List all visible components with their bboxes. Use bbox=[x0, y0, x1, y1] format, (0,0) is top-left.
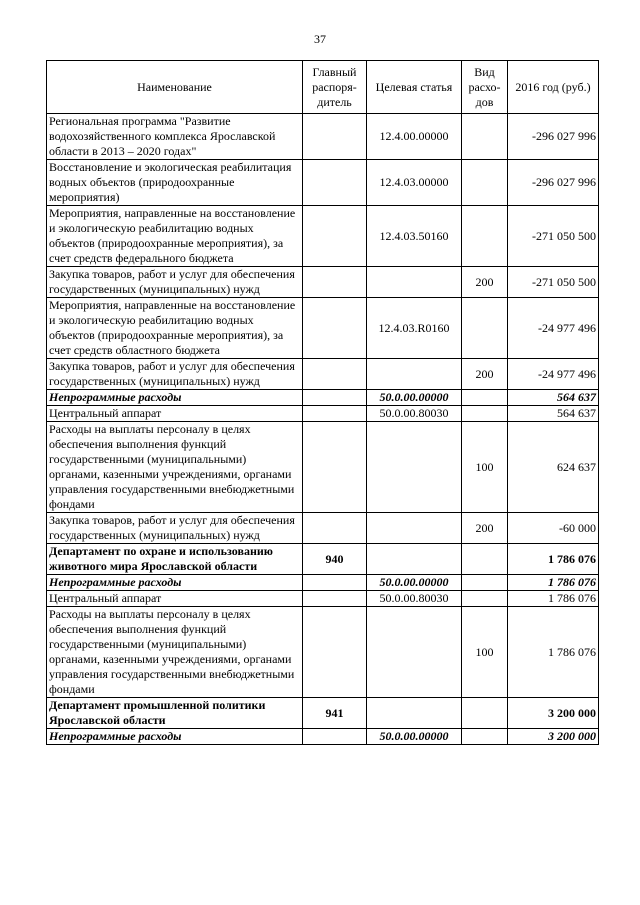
cell-amount: 3 200 000 bbox=[508, 729, 599, 745]
cell-target: 12.4.00.00000 bbox=[367, 114, 462, 160]
cell-type: 200 bbox=[462, 513, 508, 544]
cell-amount: 564 637 bbox=[508, 390, 599, 406]
table-row bbox=[47, 591, 599, 607]
cell-name: Непрограммные расходы bbox=[47, 390, 303, 406]
cell-admin bbox=[303, 160, 367, 206]
cell-type: 200 bbox=[462, 359, 508, 390]
cell-amount: 1 786 076 bbox=[508, 607, 599, 698]
cell-name: Восстановление и экологическая реабилитация водных объектов (природоохранные мероприятия) bbox=[47, 160, 303, 206]
table-row bbox=[47, 729, 599, 745]
table-row bbox=[47, 267, 599, 298]
cell-amount: -60 000 bbox=[508, 513, 599, 544]
cell-admin bbox=[303, 390, 367, 406]
cell-admin bbox=[303, 422, 367, 513]
cell-name: Закупка товаров, работ и услуг для обеспечения государственных (муниципальных) нужд bbox=[47, 267, 303, 298]
cell-name: Непрограммные расходы bbox=[47, 729, 303, 745]
cell-admin bbox=[303, 267, 367, 298]
cell-admin bbox=[303, 298, 367, 359]
cell-admin bbox=[303, 591, 367, 607]
cell-target: 12.4.03.50160 bbox=[367, 206, 462, 267]
cell-name: Расходы на выплаты персоналу в целях обеспечения выполнения функций государственными (муниципальными) органами, казенными учреждениями, органами управления государственными внебюджетными фондами bbox=[47, 422, 303, 513]
table-row bbox=[47, 513, 599, 544]
cell-name: Мероприятия, направленные на восстановление и экологическую реабилитацию водных объектов (природоохранные мероприятия), за счет средств федерального бюджета bbox=[47, 206, 303, 267]
cell-target: 50.0.00.80030 bbox=[367, 406, 462, 422]
cell-admin bbox=[303, 513, 367, 544]
table-row bbox=[47, 206, 599, 267]
table-row bbox=[47, 406, 599, 422]
cell-amount: -296 027 996 bbox=[508, 114, 599, 160]
cell-name: Непрограммные расходы bbox=[47, 575, 303, 591]
cell-admin bbox=[303, 406, 367, 422]
cell-amount: 564 637 bbox=[508, 406, 599, 422]
cell-type bbox=[462, 160, 508, 206]
cell-type bbox=[462, 729, 508, 745]
cell-admin bbox=[303, 575, 367, 591]
header-name: Наименование bbox=[47, 61, 303, 114]
page-number: 37 bbox=[314, 32, 326, 46]
table-row bbox=[47, 160, 599, 206]
table-row bbox=[47, 575, 599, 591]
cell-type bbox=[462, 298, 508, 359]
cell-type bbox=[462, 544, 508, 575]
header-target: Целевая статья bbox=[367, 61, 462, 114]
table-header-row bbox=[47, 61, 599, 114]
cell-type bbox=[462, 698, 508, 729]
table-row bbox=[47, 698, 599, 729]
table-row bbox=[47, 390, 599, 406]
header-type: Вид расхо-дов bbox=[462, 61, 508, 114]
cell-amount: 1 786 076 bbox=[508, 544, 599, 575]
cell-target bbox=[367, 359, 462, 390]
cell-target bbox=[367, 607, 462, 698]
cell-amount: 3 200 000 bbox=[508, 698, 599, 729]
header-amount: 2016 год (руб.) bbox=[508, 61, 599, 114]
table-row bbox=[47, 114, 599, 160]
cell-type: 200 bbox=[462, 267, 508, 298]
table-row bbox=[47, 298, 599, 359]
cell-target bbox=[367, 513, 462, 544]
cell-admin bbox=[303, 114, 367, 160]
cell-type bbox=[462, 406, 508, 422]
cell-amount: -296 027 996 bbox=[508, 160, 599, 206]
header-admin: Главный распоря-дитель bbox=[303, 61, 367, 114]
cell-target: 12.4.03.R0160 bbox=[367, 298, 462, 359]
cell-target: 50.0.00.00000 bbox=[367, 390, 462, 406]
cell-amount: 1 786 076 bbox=[508, 575, 599, 591]
cell-admin bbox=[303, 607, 367, 698]
table-row bbox=[47, 607, 599, 698]
cell-admin bbox=[303, 206, 367, 267]
cell-type bbox=[462, 591, 508, 607]
cell-admin: 940 bbox=[303, 544, 367, 575]
cell-target: 50.0.00.00000 bbox=[367, 575, 462, 591]
cell-amount: -271 050 500 bbox=[508, 206, 599, 267]
cell-target bbox=[367, 544, 462, 575]
cell-type: 100 bbox=[462, 422, 508, 513]
budget-table bbox=[46, 60, 599, 745]
cell-amount: 624 637 bbox=[508, 422, 599, 513]
cell-amount: -24 977 496 bbox=[508, 359, 599, 390]
cell-target bbox=[367, 422, 462, 513]
cell-name: Центральный аппарат bbox=[47, 591, 303, 607]
cell-admin bbox=[303, 359, 367, 390]
cell-target: 12.4.03.00000 bbox=[367, 160, 462, 206]
cell-amount: 1 786 076 bbox=[508, 591, 599, 607]
cell-type bbox=[462, 206, 508, 267]
cell-name: Закупка товаров, работ и услуг для обеспечения государственных (муниципальных) нужд bbox=[47, 359, 303, 390]
cell-name: Региональная программа "Развитие водохозяйственного комплекса Ярославской области в 2013 – 2020 годах" bbox=[47, 114, 303, 160]
table-row bbox=[47, 422, 599, 513]
cell-type bbox=[462, 575, 508, 591]
cell-admin bbox=[303, 729, 367, 745]
cell-name: Закупка товаров, работ и услуг для обеспечения государственных (муниципальных) нужд bbox=[47, 513, 303, 544]
cell-target: 50.0.00.00000 bbox=[367, 729, 462, 745]
cell-name: Департамент промышленной политики Ярославской области bbox=[47, 698, 303, 729]
cell-target bbox=[367, 267, 462, 298]
cell-admin: 941 bbox=[303, 698, 367, 729]
cell-name: Мероприятия, направленные на восстановление и экологическую реабилитацию водных объектов (природоохранные мероприятия), за счет средств областного бюджета bbox=[47, 298, 303, 359]
table-row bbox=[47, 359, 599, 390]
cell-type bbox=[462, 390, 508, 406]
cell-target: 50.0.00.80030 bbox=[367, 591, 462, 607]
cell-type: 100 bbox=[462, 607, 508, 698]
cell-target bbox=[367, 698, 462, 729]
cell-type bbox=[462, 114, 508, 160]
cell-amount: -24 977 496 bbox=[508, 298, 599, 359]
cell-amount: -271 050 500 bbox=[508, 267, 599, 298]
cell-name: Департамент по охране и использованию животного мира Ярославской области bbox=[47, 544, 303, 575]
table-row bbox=[47, 544, 599, 575]
cell-name: Расходы на выплаты персоналу в целях обеспечения выполнения функций государственными (муниципальными) органами, казенными учреждениями, органами управления государственными внебюджетными фондами bbox=[47, 607, 303, 698]
cell-name: Центральный аппарат bbox=[47, 406, 303, 422]
